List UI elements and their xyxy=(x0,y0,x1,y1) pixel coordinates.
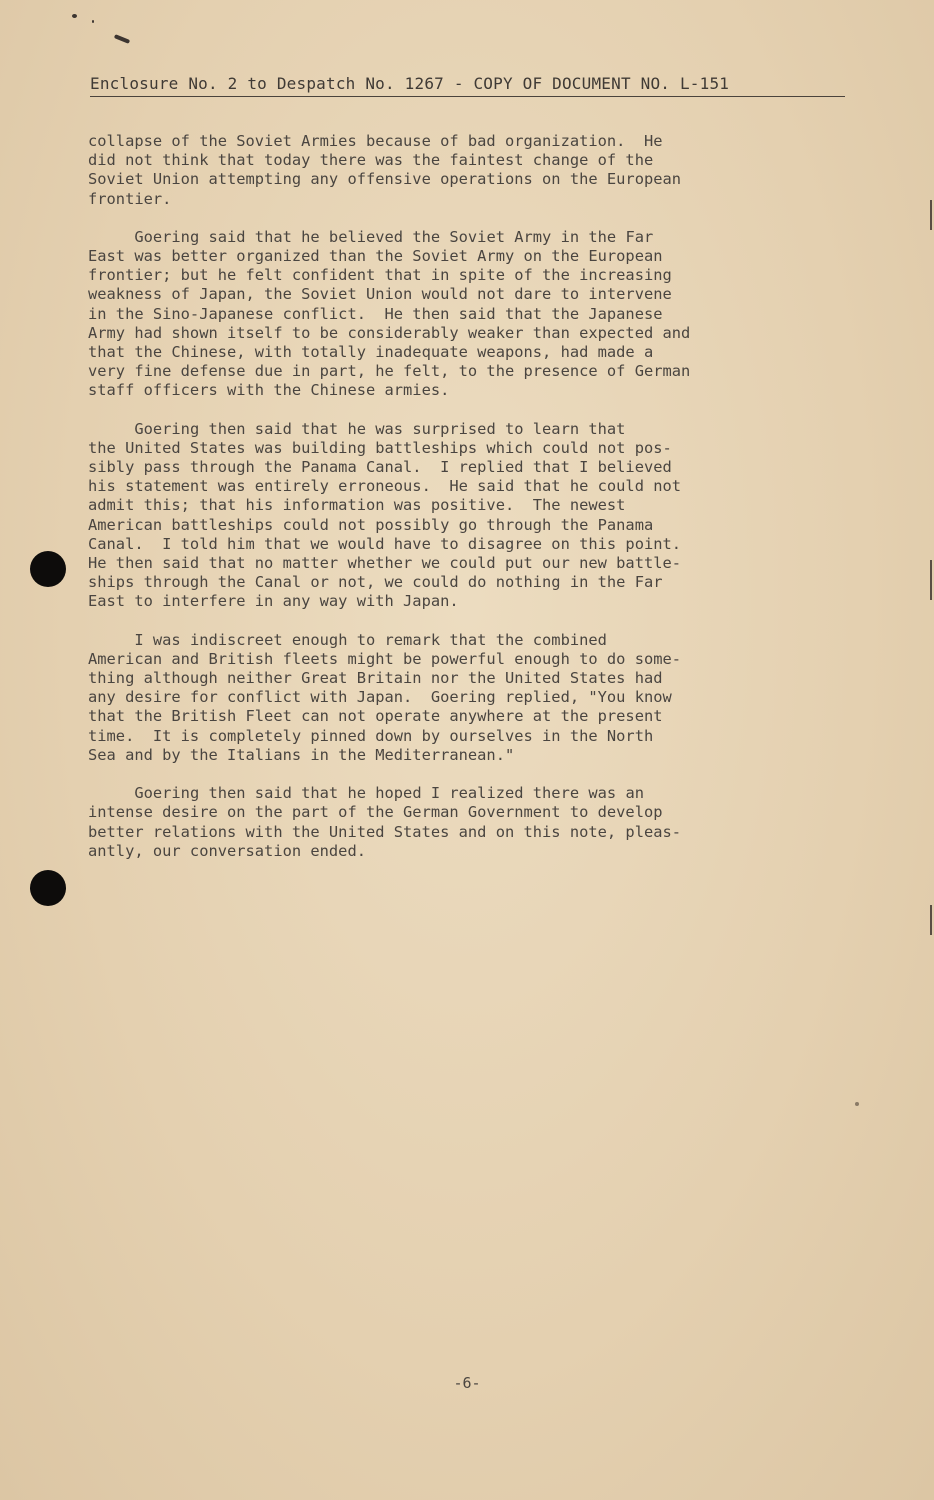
ink-speck xyxy=(92,20,94,23)
paragraph-4: I was indiscreet enough to remark that the combined American and British fleets might be powerful enough to do some- thing although neither Great Britain nor the United States had any desire for conflict with Japan. Goering replied, "You know that the British Fleet can not operate anywhere at the present time. It is completely pinned down by ourselves in the North Sea and by the Italians in the Mediterranean." xyxy=(88,630,682,764)
edge-mark xyxy=(930,200,932,230)
paragraph-2: Goering said that he believed the Soviet Army in the Far East was better organized than the Soviet Army on the European frontier; but he felt confident that in spite of the increasing weakness of Japan, the Soviet Union would not dare to intervene in the Sino-Japanese conflict. He then said that the Japanese Army had shown itself to be considerably weaker than expected and that the Chinese, with totally inadequate weapons, had made a very fine defense due in part, he felt, to the presence of German staff officers with the Chinese armies. xyxy=(88,227,691,400)
paragraph-3: Goering then said that he was surprised to learn that the United States was building battleships which could not pos- sibly pass through the Panama Canal. I replied that I believed his statement was entirely erroneous. He said that he could not admit this; that his information was positive. The newest American battleships could not possibly go through the Panama Canal. I told him that we would have to disagree on this point. He then said that no matter whether we could put our new battle- ships through the Canal or not, we could do nothing in the Far East to interfere in any way with Japan. xyxy=(88,419,682,611)
ink-speck xyxy=(114,34,130,44)
punch-hole xyxy=(30,551,66,587)
ink-speck xyxy=(72,14,77,18)
page-number: -6- xyxy=(453,1374,481,1392)
paragraph-5: Goering then said that he hoped I realized there was an intense desire on the part of the German Government to develop better relations with the United States and on this note, pleas- antly, our conversation ended. xyxy=(88,784,682,860)
document-body xyxy=(88,132,848,880)
ink-speck xyxy=(855,1102,859,1106)
edge-mark xyxy=(930,560,932,600)
document-header: Enclosure No. 2 to Despatch No. 1267 - COPY OF DOCUMENT NO. L-151 xyxy=(90,74,845,97)
punch-hole xyxy=(30,870,66,906)
edge-mark xyxy=(930,905,932,935)
paragraph-1: collapse of the Soviet Armies because of bad organization. He did not think that today there was the faintest change of the Soviet Union attempting any offensive operations on the European frontier. xyxy=(88,132,682,208)
